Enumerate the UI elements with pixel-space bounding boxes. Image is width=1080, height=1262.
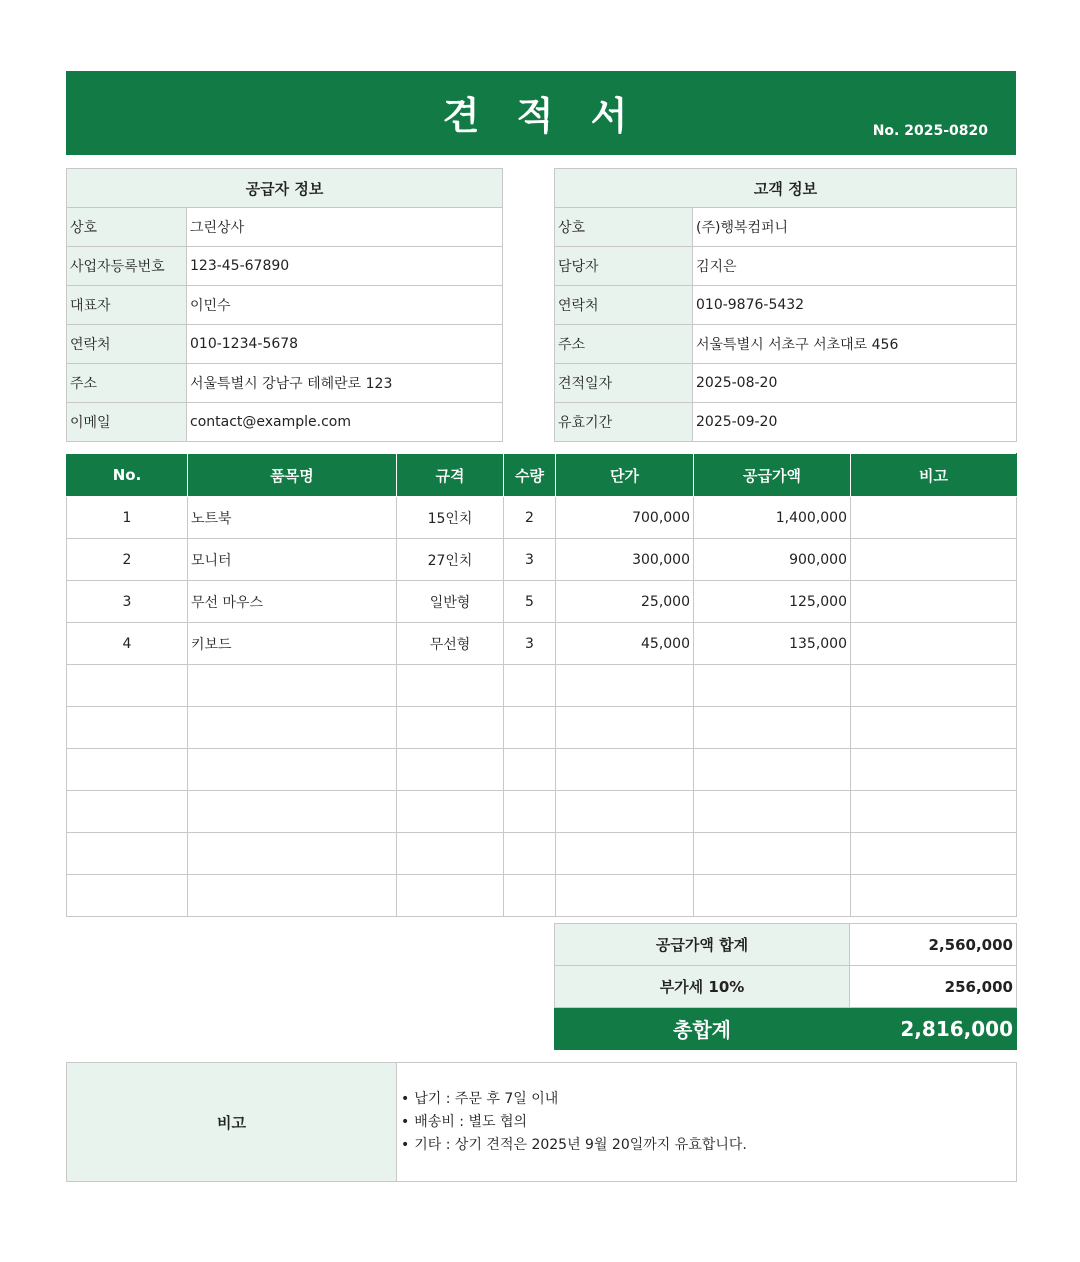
cell-note: [851, 581, 1017, 623]
supplier-value: 이민수: [187, 286, 503, 325]
cell-spec: [397, 749, 504, 791]
cell-spec: 15인치: [397, 497, 504, 539]
customer-row: [555, 403, 1017, 442]
vat-label: 부가세 10%: [555, 966, 850, 1008]
customer-value: 2025-09-20: [693, 403, 1017, 442]
document-title: 견 적 서: [442, 94, 640, 138]
cell-name: 모니터: [188, 539, 397, 581]
items-body: [67, 497, 1017, 917]
cell-no: 4: [67, 623, 188, 665]
cell-qty: 3: [504, 539, 556, 581]
cell-spec: 무선형: [397, 623, 504, 665]
cell-name: 무선 마우스: [188, 581, 397, 623]
cell-name: [188, 833, 397, 875]
cell-amount: 1,400,000: [694, 497, 851, 539]
customer-info-table: [554, 168, 1017, 442]
customer-row: [555, 208, 1017, 247]
cell-spec: [397, 707, 504, 749]
cell-qty: [504, 875, 556, 917]
supplier-row: [67, 403, 503, 442]
remarks-label: 비고: [67, 1063, 397, 1182]
cell-qty: [504, 665, 556, 707]
cell-no: [67, 791, 188, 833]
customer-label: 견적일자: [555, 364, 693, 403]
supplier-row: [67, 364, 503, 403]
cell-amount: 135,000: [694, 623, 851, 665]
supplier-label: 연락처: [67, 325, 187, 364]
cell-qty: 5: [504, 581, 556, 623]
col-header-amount: 공급가액: [694, 454, 851, 497]
supplier-label: 이메일: [67, 403, 187, 442]
remarks-line: • 배송비 : 별도 협의: [401, 1111, 1015, 1134]
cell-amount: 900,000: [694, 539, 851, 581]
cell-no: [67, 707, 188, 749]
remarks-line: • 기타 : 상기 견적은 2025년 9월 20일까지 유효합니다.: [401, 1134, 1015, 1157]
supplier-value: contact@example.com: [187, 403, 503, 442]
col-header-name: 품목명: [188, 454, 397, 497]
cell-note: [851, 497, 1017, 539]
customer-row: [555, 364, 1017, 403]
cell-no: [67, 833, 188, 875]
supplier-label: 상호: [67, 208, 187, 247]
supplier-info-table: [66, 168, 503, 442]
cell-amount: [694, 833, 851, 875]
customer-value: 김지은: [693, 247, 1017, 286]
cell-note: [851, 707, 1017, 749]
table-row: [67, 833, 1017, 875]
items-table: [66, 453, 1017, 917]
grand-total-label: 총합계: [555, 1008, 850, 1050]
cell-name: [188, 665, 397, 707]
cell-unit-price: 45,000: [556, 623, 694, 665]
table-row: [67, 791, 1017, 833]
items-header-row: [67, 454, 1017, 497]
cell-no: [67, 875, 188, 917]
table-row: [67, 539, 1017, 581]
cell-no: [67, 749, 188, 791]
supplier-row: [67, 325, 503, 364]
cell-unit-price: [556, 875, 694, 917]
document-header: [66, 71, 1016, 155]
cell-name: [188, 791, 397, 833]
cell-qty: [504, 791, 556, 833]
cell-amount: [694, 707, 851, 749]
cell-spec: [397, 875, 504, 917]
cell-amount: [694, 665, 851, 707]
cell-spec: 일반형: [397, 581, 504, 623]
customer-row: [555, 286, 1017, 325]
cell-spec: [397, 833, 504, 875]
cell-unit-price: [556, 665, 694, 707]
cell-unit-price: [556, 791, 694, 833]
cell-name: [188, 707, 397, 749]
cell-note: [851, 749, 1017, 791]
cell-spec: [397, 791, 504, 833]
cell-note: [851, 875, 1017, 917]
remarks-line: • 납기 : 주문 후 7일 이내: [401, 1088, 1015, 1111]
cell-note: [851, 539, 1017, 581]
cell-name: 노트북: [188, 497, 397, 539]
subtotal-label: 공급가액 합계: [555, 924, 850, 966]
supplier-label: 사업자등록번호: [67, 247, 187, 286]
customer-value: 2025-08-20: [693, 364, 1017, 403]
cell-spec: 27인치: [397, 539, 504, 581]
subtotal-row: [555, 924, 1017, 966]
cell-unit-price: [556, 749, 694, 791]
cell-amount: [694, 875, 851, 917]
supplier-value: 010-1234-5678: [187, 325, 503, 364]
remarks-list: [398, 1088, 1015, 1157]
cell-qty: 3: [504, 623, 556, 665]
supplier-label: 대표자: [67, 286, 187, 325]
cell-note: [851, 833, 1017, 875]
remarks-content: [397, 1063, 1017, 1182]
customer-label: 연락처: [555, 286, 693, 325]
cell-unit-price: 25,000: [556, 581, 694, 623]
customer-label: 유효기간: [555, 403, 693, 442]
cell-spec: [397, 665, 504, 707]
supplier-row: [67, 247, 503, 286]
table-row: [67, 665, 1017, 707]
cell-no: 1: [67, 497, 188, 539]
customer-heading: 고객 정보: [555, 169, 1017, 208]
cell-name: 키보드: [188, 623, 397, 665]
supplier-row: [67, 286, 503, 325]
totals-table: [554, 923, 1017, 1050]
remarks-table: [66, 1062, 1017, 1182]
col-header-spec: 규격: [397, 454, 504, 497]
supplier-value: 그린상사: [187, 208, 503, 247]
supplier-row: [67, 208, 503, 247]
cell-qty: [504, 749, 556, 791]
col-header-no: No.: [67, 454, 188, 497]
grand-total-value: 2,816,000: [850, 1008, 1017, 1050]
table-row: [67, 749, 1017, 791]
cell-qty: 2: [504, 497, 556, 539]
cell-no: 2: [67, 539, 188, 581]
grand-total-row: [555, 1008, 1017, 1050]
cell-note: [851, 791, 1017, 833]
vat-value: 256,000: [850, 966, 1017, 1008]
cell-unit-price: [556, 833, 694, 875]
cell-note: [851, 623, 1017, 665]
supplier-heading: 공급자 정보: [67, 169, 503, 208]
customer-value: 서울특별시 서초구 서초대로 456: [693, 325, 1017, 364]
cell-unit-price: 300,000: [556, 539, 694, 581]
cell-amount: [694, 749, 851, 791]
table-row: [67, 623, 1017, 665]
customer-row: [555, 325, 1017, 364]
vat-row: [555, 966, 1017, 1008]
cell-qty: [504, 833, 556, 875]
col-header-unit-price: 단가: [556, 454, 694, 497]
cell-unit-price: 700,000: [556, 497, 694, 539]
table-row: [67, 497, 1017, 539]
customer-label: 담당자: [555, 247, 693, 286]
supplier-value: 서울특별시 강남구 테헤란로 123: [187, 364, 503, 403]
customer-row: [555, 247, 1017, 286]
subtotal-value: 2,560,000: [850, 924, 1017, 966]
cell-no: 3: [67, 581, 188, 623]
customer-value: (주)행복컴퍼니: [693, 208, 1017, 247]
customer-value: 010-9876-5432: [693, 286, 1017, 325]
table-row: [67, 581, 1017, 623]
cell-amount: 125,000: [694, 581, 851, 623]
customer-label: 상호: [555, 208, 693, 247]
supplier-label: 주소: [67, 364, 187, 403]
cell-name: [188, 749, 397, 791]
col-header-qty: 수량: [504, 454, 556, 497]
cell-unit-price: [556, 707, 694, 749]
cell-note: [851, 665, 1017, 707]
supplier-value: 123-45-67890: [187, 247, 503, 286]
table-row: [67, 707, 1017, 749]
document-number: No. 2025-0820: [872, 123, 988, 139]
col-header-note: 비고: [851, 454, 1017, 497]
customer-label: 주소: [555, 325, 693, 364]
cell-name: [188, 875, 397, 917]
cell-qty: [504, 707, 556, 749]
table-row: [67, 875, 1017, 917]
cell-no: [67, 665, 188, 707]
cell-amount: [694, 791, 851, 833]
